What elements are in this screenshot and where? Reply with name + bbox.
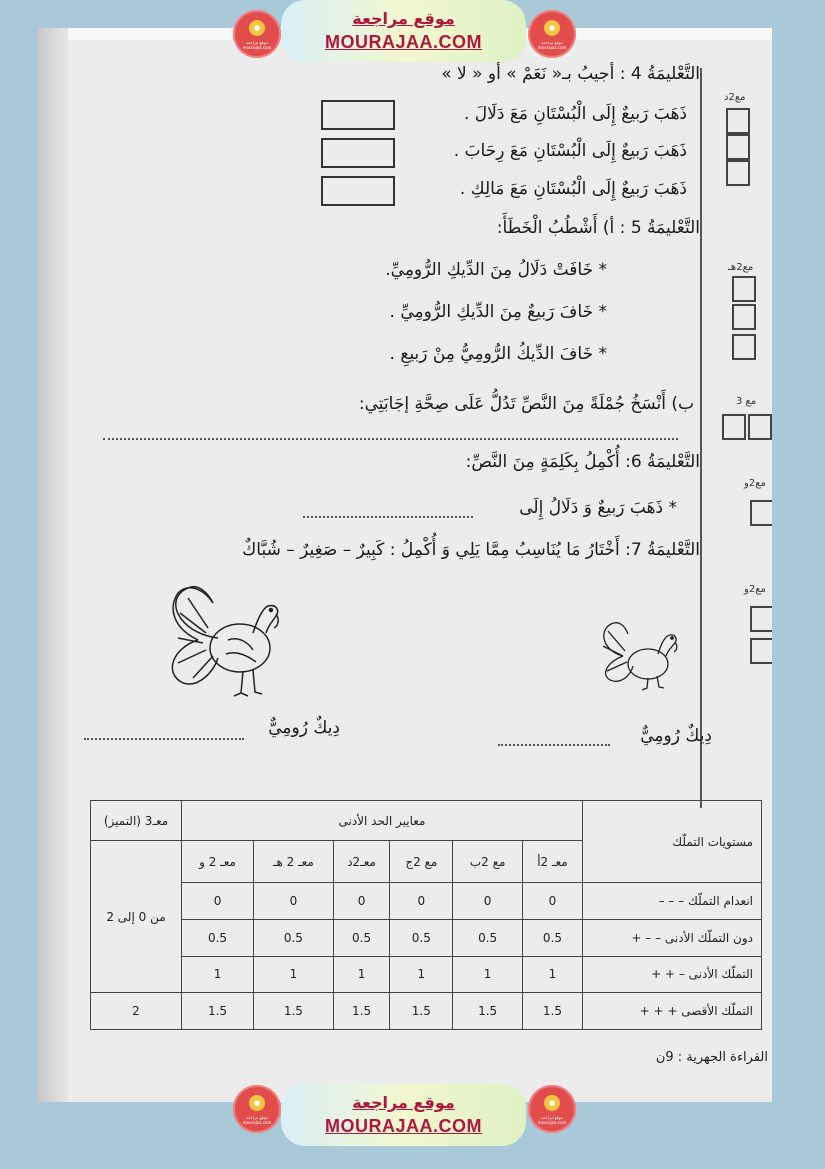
task5-b: ب) أَنْسَخُ جُمْلَةً مِنَ النَّصِّ تَدُلُّ عَلَى صِحَّةِ إجَابَتِي: <box>358 394 694 414</box>
task5-line-1: * خَافَتْ دَلَالُ مِنَ الدِّيكِ الرُّومِيِّ. <box>385 260 607 280</box>
logo-icon: ● <box>249 20 265 36</box>
site-logo-right <box>528 1085 576 1133</box>
site-name-ar[interactable]: موقع مراجعة <box>352 9 455 28</box>
table-cell: 1 <box>390 956 453 993</box>
answer-box-2[interactable] <box>321 138 395 168</box>
task5-line-2: * خَافَ رَبيعٌ مِنَ الدِّيكِ الرُّومِيِّ . <box>389 302 607 322</box>
logo-text: موقع مراجعة mourajaa.com <box>242 40 272 50</box>
task5-line-3: * خَافَ الدِّيكُ الرُّومِيُّ مِنْ رَبيعِ . <box>389 344 607 364</box>
task5-title: التَّعْليمَةُ 5 : أ) أَشْطُبُ الْخَطَأَ: <box>496 218 700 238</box>
site-name-ar[interactable]: موقع مراجعة <box>352 1093 455 1112</box>
answer-line[interactable] <box>84 738 244 740</box>
table-cell: 0.5 <box>390 919 453 956</box>
table-cell: 1 <box>522 956 582 993</box>
criterion-label: مع 3 <box>736 396 757 407</box>
criterion-header: معـ2د <box>333 841 390 883</box>
criterion-label: مع2هـ <box>728 262 754 273</box>
m3-range: من 0 إلى 2 <box>91 841 182 993</box>
logo-text: موقع مراجعة mourajaa.com <box>537 40 567 50</box>
score-box[interactable] <box>726 108 750 134</box>
criterion-header: مع 2ب <box>453 841 523 883</box>
site-name-en[interactable]: MOURAJAA.COM <box>325 1116 482 1136</box>
header-levels: مستويات التملّك <box>583 801 762 883</box>
score-box[interactable] <box>750 638 772 664</box>
site-name-en[interactable]: MOURAJAA.COM <box>325 32 482 52</box>
level-label: دون التملّك الأدنى – – + <box>583 919 762 956</box>
table-cell: 1 <box>453 956 523 993</box>
table-cell: 0.5 <box>254 919 334 956</box>
task7-title: التَّعْليمَةُ 7: أَخْتَارُ مَا يُنَاسِبُ مِمَّا يَلِي وَ أُكْمِلُ : كَبِيرٌ – صَغِيرٌ – شُبَّاكٌ <box>242 540 700 560</box>
task6-line: * ذَهَبَ رَبيعٌ وَ دَلَالُ إِلَى <box>519 498 677 518</box>
margin-line <box>700 68 702 808</box>
score-box[interactable] <box>732 276 756 302</box>
logo-icon: ● <box>249 1095 265 1111</box>
level-label: التملّك الأدنى – + + <box>583 956 762 993</box>
m3-max: 2 <box>91 993 182 1030</box>
table-cell: 1.5 <box>390 993 453 1030</box>
criterion-label: مع2د <box>724 92 746 103</box>
logo-icon: ● <box>544 20 560 36</box>
site-logo-left <box>233 10 281 58</box>
table-cell: 1 <box>182 956 254 993</box>
turkey-small-illustration <box>593 616 693 691</box>
criterion-label: مع2و <box>744 478 766 489</box>
score-box[interactable] <box>750 500 772 526</box>
table-cell: 0 <box>453 883 523 920</box>
score-box[interactable] <box>726 160 750 186</box>
site-logo-left <box>233 1085 281 1133</box>
table-cell: 0 <box>333 883 390 920</box>
header-m3: معـ3 (التميز) <box>91 801 182 841</box>
score-box[interactable] <box>732 334 756 360</box>
task4-line-1: ذَهَبَ رَبيعٌ إِلَى الْبُسْتَانِ مَعَ دَلَالَ . <box>463 104 687 124</box>
score-box[interactable] <box>750 606 772 632</box>
table-cell: 1 <box>333 956 390 993</box>
criterion-label: مع2و <box>744 584 766 595</box>
level-label: التملّك الأقصى + + + <box>583 993 762 1030</box>
score-box[interactable] <box>726 134 750 160</box>
criterion-header: معـ 2 و <box>182 841 254 883</box>
site-banner-top[interactable] <box>281 0 526 62</box>
task4-line-3: ذَهَبَ رَبيعٌ إِلَى الْبُسْتَانِ مَعَ مَالِكِ . <box>459 179 687 199</box>
criterion-header: معـ 2أ <box>522 841 582 883</box>
answer-box-1[interactable] <box>321 100 395 130</box>
worksheet-page <box>38 28 772 1102</box>
table-cell: 0.5 <box>182 919 254 956</box>
site-logo-right <box>528 10 576 58</box>
grading-table <box>90 800 762 1030</box>
logo-text: موقع مراجعة mourajaa.com <box>242 1115 272 1125</box>
table-cell: 0.5 <box>522 919 582 956</box>
footer-reading-score: القراءة الجهرية : 9ن <box>655 1050 768 1065</box>
logo-text: موقع مراجعة mourajaa.com <box>537 1115 567 1125</box>
turkey-big-illustration <box>158 578 288 703</box>
answer-box-3[interactable] <box>321 176 395 206</box>
answer-line[interactable] <box>103 438 678 440</box>
criterion-header: مع 2ج <box>390 841 453 883</box>
table-cell: 1.5 <box>333 993 390 1030</box>
table-cell: 1.5 <box>182 993 254 1030</box>
task4-title: التَّعْليمَةُ 4 : أجيبُ بـ« نَعَمْ » أو « لا » <box>441 64 700 84</box>
table-cell: 0 <box>390 883 453 920</box>
turkey-small-label: دِيكٌ رُومِيٌّ <box>640 726 712 746</box>
header-min-criteria: معايير الحد الأدنى <box>182 801 583 841</box>
table-cell: 1.5 <box>254 993 334 1030</box>
task4-line-2: ذَهَبَ رَبيعٌ إِلَى الْبُسْتَانِ مَعَ رِحَابَ . <box>453 141 687 161</box>
site-banner-bottom[interactable] <box>281 1084 526 1146</box>
table-cell: 1.5 <box>453 993 523 1030</box>
task6-title: التَّعْليمَةُ 6: أُكْمِلُ بِكَلِمَةٍ مِنَ النَّصِّ: <box>465 452 700 472</box>
criterion-header: معـ 2 هـ <box>254 841 334 883</box>
level-label: انعدام التملّك – – – <box>583 883 762 920</box>
table-cell: 0 <box>254 883 334 920</box>
table-cell: 1 <box>254 956 334 993</box>
table-cell: 0 <box>522 883 582 920</box>
score-box[interactable] <box>732 304 756 330</box>
score-box[interactable] <box>748 414 772 440</box>
answer-line[interactable] <box>303 516 473 518</box>
table-cell: 0.5 <box>453 919 523 956</box>
answer-line[interactable] <box>498 744 610 746</box>
turkey-big-label: دِيكٌ رُومِيٌّ <box>268 718 340 738</box>
table-cell: 0 <box>182 883 254 920</box>
score-box[interactable] <box>722 414 746 440</box>
table-cell: 1.5 <box>522 993 582 1030</box>
logo-icon: ● <box>544 1095 560 1111</box>
table-cell: 0.5 <box>333 919 390 956</box>
